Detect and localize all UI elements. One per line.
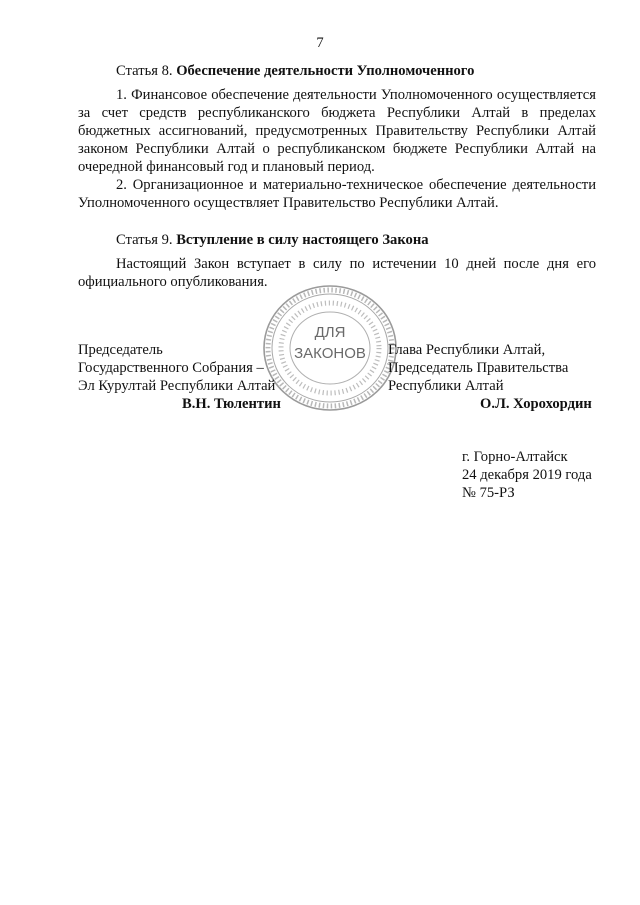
place-and-date <box>462 448 592 502</box>
stamp-line-2: ЗАКОНОВ <box>294 345 366 362</box>
article-9-heading: Вступление в силу настоящего Закона <box>176 232 429 248</box>
signatory-left-line-1: Председатель <box>78 342 163 358</box>
article-9 <box>78 231 596 249</box>
stamp-seal <box>261 282 399 414</box>
article-8-label: Статья 8. <box>116 63 173 79</box>
signatory-right-name: О.Л. Хорохордин <box>480 396 592 412</box>
signatory-right-line-3: Республики Алтай <box>388 378 504 394</box>
law-number: № 75-РЗ <box>462 485 515 501</box>
stamp-line-1: ДЛЯ <box>314 324 346 341</box>
article-9-title <box>78 231 596 249</box>
signatory-left-name: В.Н. Тюлентин <box>182 396 281 412</box>
article-8-heading: Обеспечение деятельности Уполномоченного <box>176 63 475 79</box>
signatory-left-line-2: Государственного Собрания – <box>78 360 264 376</box>
signatory-right <box>388 341 568 395</box>
signatory-left-line-3: Эл Курултай Республики Алтай <box>78 378 276 394</box>
signatory-left <box>78 341 275 395</box>
place-date: 24 декабря 2019 года <box>462 467 592 483</box>
page-number: 7 <box>316 35 324 51</box>
signatory-right-line-1: Глава Республики Алтай, <box>388 342 546 358</box>
article-8-body <box>78 86 596 212</box>
signatory-right-line-2: Председатель Правительства <box>388 360 569 376</box>
article-8-paragraph-2: 2. Организационное и материально-техническое обеспечение деятельности Уполномоченного осуществляет Правительство Республики Алтай. <box>78 177 596 211</box>
article-8 <box>78 62 596 80</box>
article-9-paragraph-1: Настоящий Закон вступает в силу по истечении 10 дней после дня его официального опубликования. <box>78 256 596 290</box>
article-8-title <box>78 62 596 80</box>
place-city: г. Горно-Алтайск <box>462 449 568 465</box>
article-9-label: Статья 9. <box>116 232 173 248</box>
article-8-paragraph-1: 1. Финансовое обеспечение деятельности Уполномоченного осуществляется за счет средств республиканского бюджета Республики Алтай в пределах бюджетных ассигнований, предусмотренных Правительству Республики Алтай законом Республики Алтай о республиканском бюджете Республики Алтай на очередной финансовый год и плановый период. <box>78 87 596 175</box>
